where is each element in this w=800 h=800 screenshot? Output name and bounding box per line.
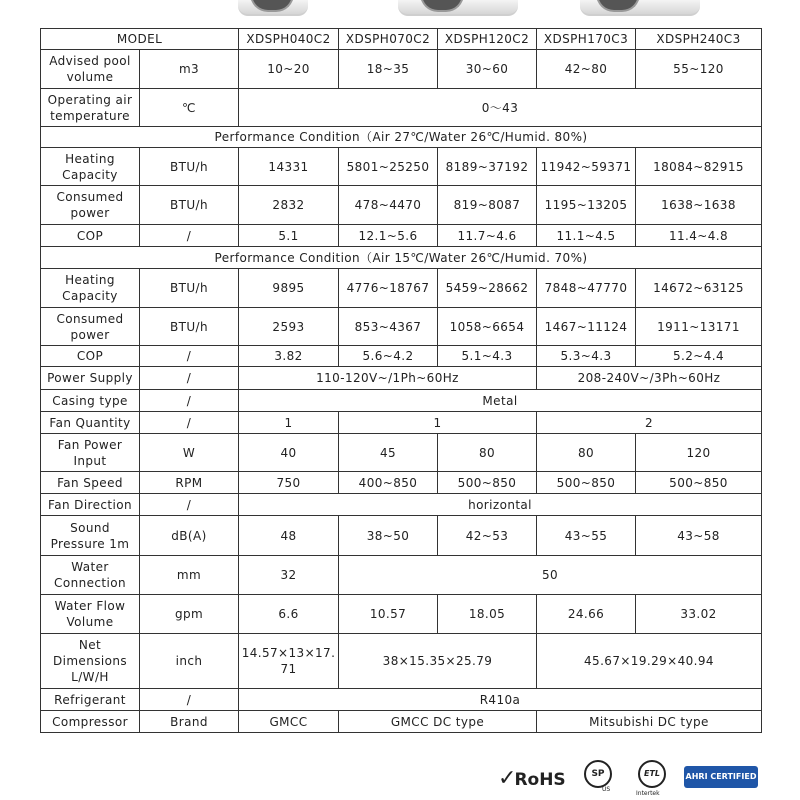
- table-cell: 14331: [239, 148, 339, 186]
- row-unit: dB(A): [140, 516, 239, 556]
- table-cell: 9895: [239, 269, 339, 308]
- table-cell: 24.66: [537, 595, 636, 634]
- model-name: XDSPH120C2: [438, 29, 537, 50]
- section-row: [41, 247, 762, 269]
- section-row: [41, 127, 762, 148]
- table-cell: 7848~47770: [537, 269, 636, 308]
- table-cell: 8189~37192: [438, 148, 537, 186]
- row-label: Fan Speed: [41, 472, 140, 494]
- row-label: Advised pool volume: [41, 50, 140, 89]
- table-cell: 5.6~4.2: [339, 346, 438, 367]
- row-label: Consumed power: [41, 308, 140, 346]
- table-cell: 11942~59371: [537, 148, 636, 186]
- row-unit: mm: [140, 556, 239, 595]
- table-cell: 14672~63125: [636, 269, 762, 308]
- table-cell: 30~60: [438, 50, 537, 89]
- table-row: [41, 148, 762, 186]
- table-row: [41, 367, 762, 390]
- certification-logos: [498, 760, 768, 796]
- table-cell: 1: [339, 412, 537, 434]
- table-cell: 10.57: [339, 595, 438, 634]
- table-row: [41, 308, 762, 346]
- table-row: [41, 269, 762, 308]
- table-cell: 33.02: [636, 595, 762, 634]
- row-label: Heating Capacity: [41, 148, 140, 186]
- table-cell: 50: [339, 556, 762, 595]
- table-cell: 80: [537, 434, 636, 472]
- table-cell: 4776~18767: [339, 269, 438, 308]
- table-cell: GMCC DC type: [339, 711, 537, 733]
- model-name: XDSPH070C2: [339, 29, 438, 50]
- table-cell: 400~850: [339, 472, 438, 494]
- row-label: Operating air temperature: [41, 89, 140, 127]
- row-label: Refrigerant: [41, 689, 140, 711]
- ahri-logo: AHRI CERTIFIED: [684, 766, 758, 788]
- table-cell: 32: [239, 556, 339, 595]
- table-cell: 80: [438, 434, 537, 472]
- table-cell: 38×15.35×25.79: [339, 634, 537, 689]
- table-cell: 48: [239, 516, 339, 556]
- table-cell: 853~4367: [339, 308, 438, 346]
- row-unit: BTU/h: [140, 269, 239, 308]
- table-cell: 5.1: [239, 225, 339, 247]
- table-cell: 5459~28662: [438, 269, 537, 308]
- table-row: [41, 186, 762, 225]
- table-cell: 11.1~4.5: [537, 225, 636, 247]
- table-cell: 2593: [239, 308, 339, 346]
- table-cell: 819~8087: [438, 186, 537, 225]
- row-unit: ℃: [140, 89, 239, 127]
- table-row: [41, 50, 762, 89]
- row-unit: /: [140, 346, 239, 367]
- table-cell: 42~53: [438, 516, 537, 556]
- table-cell: 120: [636, 434, 762, 472]
- table-cell: 11.4~4.8: [636, 225, 762, 247]
- table-cell: 2: [537, 412, 762, 434]
- row-label: Compressor: [41, 711, 140, 733]
- table-cell: Mitsubishi DC type: [537, 711, 762, 733]
- row-unit: /: [140, 689, 239, 711]
- table-cell: horizontal: [239, 494, 762, 516]
- row-unit: BTU/h: [140, 308, 239, 346]
- row-label: Water Flow Volume: [41, 595, 140, 634]
- table-cell: 500~850: [537, 472, 636, 494]
- table-cell: R410a: [239, 689, 762, 711]
- table-cell: 500~850: [438, 472, 537, 494]
- row-unit: BTU/h: [140, 148, 239, 186]
- table-cell: 5801~25250: [339, 148, 438, 186]
- table-cell: 208-240V~/3Ph~60Hz: [537, 367, 762, 390]
- table-cell: 14.57×13×17.71: [239, 634, 339, 689]
- row-unit: Brand: [140, 711, 239, 733]
- table-cell: 40: [239, 434, 339, 472]
- csa-logo: SP: [584, 760, 612, 788]
- table-cell: 500~850: [636, 472, 762, 494]
- row-unit: gpm: [140, 595, 239, 634]
- table-row: [41, 390, 762, 412]
- table-row: [41, 634, 762, 689]
- spec-table: [40, 28, 762, 733]
- table-cell: 43~55: [537, 516, 636, 556]
- table-cell: 11.7~4.6: [438, 225, 537, 247]
- csa-sub-text: US: [602, 786, 611, 793]
- model-name: XDSPH240C3: [636, 29, 762, 50]
- table-cell: 750: [239, 472, 339, 494]
- etl-logo: ETL: [638, 760, 666, 788]
- header-row: [41, 29, 762, 50]
- row-label: Consumed power: [41, 186, 140, 225]
- row-unit: RPM: [140, 472, 239, 494]
- table-cell: 12.1~5.6: [339, 225, 438, 247]
- table-row: [41, 89, 762, 127]
- table-cell: 38~50: [339, 516, 438, 556]
- row-label: Net Dimensions L/W/H: [41, 634, 140, 689]
- rohs-text: RoHS: [514, 770, 566, 790]
- model-header: MODEL: [41, 29, 239, 50]
- row-unit: BTU/h: [140, 186, 239, 225]
- row-unit: /: [140, 494, 239, 516]
- table-cell: 1058~6654: [438, 308, 537, 346]
- table-cell: 45: [339, 434, 438, 472]
- table-row: [41, 346, 762, 367]
- table-cell: 5.2~4.4: [636, 346, 762, 367]
- table-cell: 45.67×19.29×40.94: [537, 634, 762, 689]
- table-cell: 55~120: [636, 50, 762, 89]
- table-cell: 5.1~4.3: [438, 346, 537, 367]
- section-title: Performance Condition（Air 15℃/Water 26℃/Humid. 70%): [41, 247, 762, 269]
- table-row: [41, 494, 762, 516]
- row-label: Fan Quantity: [41, 412, 140, 434]
- table-cell: GMCC: [239, 711, 339, 733]
- table-row: [41, 711, 762, 733]
- table-cell: 3.82: [239, 346, 339, 367]
- row-label: Heating Capacity: [41, 269, 140, 308]
- table-cell: 43~58: [636, 516, 762, 556]
- table-cell: Metal: [239, 390, 762, 412]
- row-unit: W: [140, 434, 239, 472]
- etl-sub-text: Intertek: [636, 790, 660, 797]
- table-cell: 1467~11124: [537, 308, 636, 346]
- row-label: Fan Direction: [41, 494, 140, 516]
- table-cell: 18.05: [438, 595, 537, 634]
- table-cell: 1195~13205: [537, 186, 636, 225]
- table-row: [41, 689, 762, 711]
- table-row: [41, 225, 762, 247]
- model-name: XDSPH040C2: [239, 29, 339, 50]
- table-cell: 0～43: [239, 89, 762, 127]
- table-cell: 10~20: [239, 50, 339, 89]
- table-cell: 478~4470: [339, 186, 438, 225]
- row-unit: /: [140, 390, 239, 412]
- product-images-strip: [0, 0, 800, 22]
- model-name: XDSPH170C3: [537, 29, 636, 50]
- row-label: Sound Pressure 1m: [41, 516, 140, 556]
- table-row: [41, 595, 762, 634]
- row-unit: /: [140, 367, 239, 390]
- table-cell: 1638~1638: [636, 186, 762, 225]
- table-row: [41, 412, 762, 434]
- table-cell: 5.3~4.3: [537, 346, 636, 367]
- row-unit: /: [140, 412, 239, 434]
- section-title: Performance Condition（Air 27℃/Water 26℃/Humid. 80%): [41, 127, 762, 148]
- table-row: [41, 472, 762, 494]
- table-row: [41, 556, 762, 595]
- table-cell: 2832: [239, 186, 339, 225]
- table-cell: 110-120V~/1Ph~60Hz: [239, 367, 537, 390]
- row-unit: /: [140, 225, 239, 247]
- row-label: COP: [41, 346, 140, 367]
- row-unit: m3: [140, 50, 239, 89]
- table-cell: 6.6: [239, 595, 339, 634]
- table-cell: 18~35: [339, 50, 438, 89]
- table-cell: 18084~82915: [636, 148, 762, 186]
- row-label: COP: [41, 225, 140, 247]
- table-cell: 42~80: [537, 50, 636, 89]
- rohs-logo: [498, 766, 566, 791]
- row-label: Water Connection: [41, 556, 140, 595]
- checkmark-icon: ✓: [498, 766, 517, 791]
- table-row: [41, 516, 762, 556]
- row-unit: inch: [140, 634, 239, 689]
- row-label: Power Supply: [41, 367, 140, 390]
- table-row: [41, 434, 762, 472]
- row-label: Fan Power Input: [41, 434, 140, 472]
- table-cell: 1911~13171: [636, 308, 762, 346]
- row-label: Casing type: [41, 390, 140, 412]
- table-cell: 1: [239, 412, 339, 434]
